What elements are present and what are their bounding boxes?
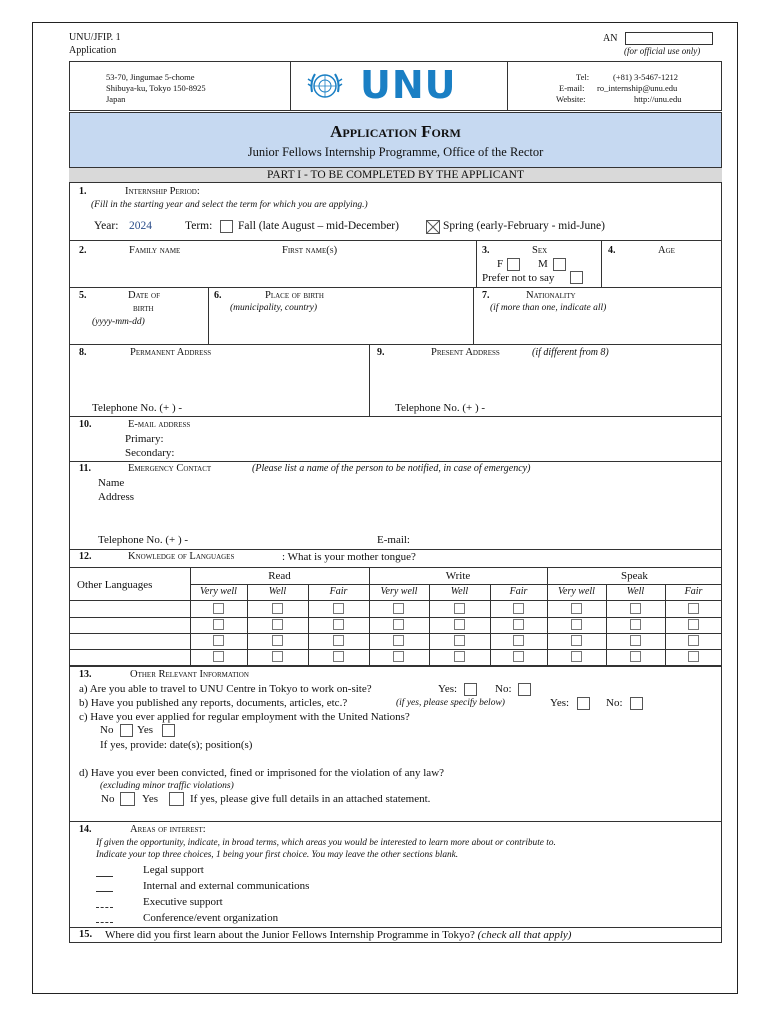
other-language-input-3[interactable] xyxy=(70,634,189,648)
s4-num: 4. xyxy=(608,245,616,256)
question-a-yes-label: Yes: xyxy=(438,683,458,695)
language-level-checkbox[interactable] xyxy=(213,651,224,662)
s3-num: 3. xyxy=(482,245,490,256)
languages-label: Knowledge of Languages xyxy=(128,551,235,562)
un-emblem-icon xyxy=(307,68,343,104)
language-level-checkbox[interactable] xyxy=(688,651,699,662)
question-b: b) Have you published any reports, documents, articles, etc.? xyxy=(79,697,348,709)
language-level-checkbox[interactable] xyxy=(571,635,582,646)
question-a-yes-checkbox[interactable] xyxy=(464,683,477,696)
level-header-speak-1: Very well xyxy=(558,586,595,597)
language-level-checkbox[interactable] xyxy=(688,603,699,614)
fall-label: Fall (late August – mid-December) xyxy=(238,220,399,232)
language-level-checkbox[interactable] xyxy=(688,619,699,630)
area-item-3: Executive support xyxy=(143,896,223,908)
first-name-label: First name(s) xyxy=(282,245,338,256)
fall-checkbox[interactable] xyxy=(220,220,233,233)
level-header-speak-3: Fair xyxy=(684,586,703,597)
question-d-no-checkbox[interactable] xyxy=(120,792,135,806)
email-address-label: E-mail address xyxy=(128,419,191,430)
language-level-checkbox[interactable] xyxy=(213,619,224,630)
official-use-note: (for official use only) xyxy=(624,46,701,56)
language-level-checkbox[interactable] xyxy=(393,603,404,614)
read-header: Read xyxy=(268,570,291,582)
question-c: c) Have you ever applied for regular employment with the United Nations? xyxy=(79,711,410,723)
emergency-address-label: Address xyxy=(98,491,135,503)
question-b-yes-checkbox[interactable] xyxy=(577,697,590,710)
s2-num: 2. xyxy=(79,245,87,256)
nationality-note: (if more than one, indicate all) xyxy=(490,303,607,313)
present-telephone: Telephone No. (+ ) - xyxy=(395,402,486,414)
s15-text: Where did you first learn about the Junior Fellows Internship Programme in Tokyo? xyxy=(105,929,475,941)
question-a-no-label: No: xyxy=(495,683,512,695)
level-header-read-1: Very well xyxy=(200,586,237,597)
year-input[interactable]: 2024 xyxy=(129,220,152,232)
question-b-yes-label: Yes: xyxy=(550,697,570,709)
question-c-no-checkbox[interactable] xyxy=(120,724,133,737)
question-d-note: (excluding minor traffic violations) xyxy=(100,781,234,791)
term-label: Term: xyxy=(185,220,213,232)
language-level-checkbox[interactable] xyxy=(513,603,524,614)
language-level-checkbox[interactable] xyxy=(454,651,465,662)
emergency-contact-label: Emergency Contact xyxy=(128,463,212,474)
language-level-checkbox[interactable] xyxy=(393,619,404,630)
s9-num: 9. xyxy=(377,347,385,358)
emergency-telephone: Telephone No. (+ ) - xyxy=(98,534,189,546)
language-level-checkbox[interactable] xyxy=(333,651,344,662)
address-line1: 53-70, Jingumae 5-chome xyxy=(106,72,195,82)
sex-m-label: M xyxy=(538,258,548,270)
permanent-address-label: Permanent Address xyxy=(130,347,212,358)
language-level-checkbox[interactable] xyxy=(272,603,283,614)
mother-tongue-question: : What is your mother tongue? xyxy=(282,551,416,563)
email-primary-label: Primary: xyxy=(125,433,164,445)
spring-checkbox[interactable] xyxy=(426,220,440,234)
question-d: d) Have you ever been convicted, fined or imprisoned for the violation of any law? xyxy=(79,767,445,779)
other-info-label: Other Relevant Information xyxy=(130,669,249,680)
language-level-checkbox[interactable] xyxy=(213,603,224,614)
year-label: Year: xyxy=(94,220,119,232)
area-item-1: Legal support xyxy=(143,864,204,876)
language-level-checkbox[interactable] xyxy=(571,603,582,614)
prefer-not-label: Prefer not to say xyxy=(482,272,555,284)
prefer-not-checkbox[interactable] xyxy=(570,271,583,284)
language-level-checkbox[interactable] xyxy=(688,635,699,646)
question-b-no-checkbox[interactable] xyxy=(630,697,643,710)
language-level-checkbox[interactable] xyxy=(393,651,404,662)
question-d-follow: If yes, please give full details in an attached statement. xyxy=(190,793,431,805)
s7-num: 7. xyxy=(482,290,490,301)
form-type: Application xyxy=(69,45,117,56)
address-line2: Shibuya-ku, Tokyo 150-8925 xyxy=(106,83,206,93)
language-level-checkbox[interactable] xyxy=(630,619,641,630)
permanent-telephone: Telephone No. (+ ) - xyxy=(92,402,183,414)
language-level-checkbox[interactable] xyxy=(630,651,641,662)
tel-value: (+81) 3-5467-1212 xyxy=(613,72,678,82)
language-level-checkbox[interactable] xyxy=(272,619,283,630)
sex-f-checkbox[interactable] xyxy=(507,258,520,271)
level-header-read-3: Fair xyxy=(329,586,348,597)
area-item-2: Internal and external communications xyxy=(143,880,310,892)
email-label: E-mail: xyxy=(559,83,585,93)
level-header-read-2: Well xyxy=(268,586,287,597)
s8-num: 8. xyxy=(79,347,87,358)
language-level-checkbox[interactable] xyxy=(571,651,582,662)
language-level-checkbox[interactable] xyxy=(454,603,465,614)
question-c-yes-label: Yes xyxy=(137,724,154,736)
grid-row-line xyxy=(69,600,722,601)
language-level-checkbox[interactable] xyxy=(630,603,641,614)
s1-note: (Fill in the starting year and select the term for which you are applying.) xyxy=(91,200,368,210)
dob-format: (yyyy-mm-dd) xyxy=(92,317,145,327)
language-level-checkbox[interactable] xyxy=(393,635,404,646)
s12-num: 12. xyxy=(79,551,92,562)
page-subtitle: Junior Fellows Internship Programme, Office of the Rector xyxy=(247,145,544,159)
level-header-write-3: Fair xyxy=(509,586,528,597)
rank-input-2[interactable] xyxy=(96,891,113,892)
level-header-speak-2: Well xyxy=(626,586,645,597)
s1-num: 1. xyxy=(79,186,87,197)
emergency-contact-note: (Please list a name of the person to be notified, in case of emergency) xyxy=(252,463,531,474)
s15-num: 15. xyxy=(79,929,93,940)
part1-label: PART I - TO BE COMPLETED BY THE APPLICANT xyxy=(266,169,525,181)
s15-question xyxy=(105,929,571,941)
question-c-yes-checkbox[interactable] xyxy=(162,724,175,737)
language-level-checkbox[interactable] xyxy=(454,635,465,646)
question-b-no-label: No: xyxy=(606,697,623,709)
s10-num: 10. xyxy=(79,419,92,430)
language-level-checkbox[interactable] xyxy=(513,651,524,662)
rank-input-1[interactable] xyxy=(96,876,113,877)
dob-label-2: birth xyxy=(133,303,154,314)
area-item-4: Conference/event organization xyxy=(143,912,279,924)
spring-label: Spring (early-February - mid-June) xyxy=(443,220,605,232)
pob-label: Place of birth xyxy=(265,290,324,301)
an-label: AN xyxy=(603,33,618,44)
question-a-no-checkbox[interactable] xyxy=(518,683,531,696)
present-address-note: (if different from 8) xyxy=(532,347,609,358)
language-level-checkbox[interactable] xyxy=(571,619,582,630)
speak-header: Speak xyxy=(621,570,648,582)
language-level-checkbox[interactable] xyxy=(630,635,641,646)
areas-note-2: Indicate your top three choices, 1 being your first choice. You may leave the other sections blank. xyxy=(96,850,459,860)
nationality-label: Nationality xyxy=(526,290,576,301)
sex-m-checkbox[interactable] xyxy=(553,258,566,271)
language-level-checkbox[interactable] xyxy=(333,635,344,646)
email-secondary-label: Secondary: xyxy=(125,447,175,459)
language-level-checkbox[interactable] xyxy=(272,635,283,646)
level-header-write-2: Well xyxy=(450,586,469,597)
language-level-checkbox[interactable] xyxy=(213,635,224,646)
sex-f-label: F xyxy=(497,258,504,270)
other-language-input-1[interactable] xyxy=(70,602,189,616)
form-code: UNU/JFIP. 1 xyxy=(69,32,121,43)
question-c-follow: If yes, provide: date(s); position(s) xyxy=(100,739,253,751)
sex-label: Sex xyxy=(532,245,548,256)
website-value: http://unu.edu xyxy=(634,94,682,104)
language-level-checkbox[interactable] xyxy=(454,619,465,630)
s6-num: 6. xyxy=(214,290,222,301)
level-header-write-1: Very well xyxy=(380,586,418,597)
dob-label-1: Date of xyxy=(128,290,160,301)
present-address-label: Present Address xyxy=(431,347,500,358)
unu-logo-text: UNU xyxy=(360,63,457,107)
question-d-no-label: No xyxy=(101,793,115,805)
address-line3: Japan xyxy=(106,94,126,104)
page-title: Application Form xyxy=(330,122,461,141)
language-level-checkbox[interactable] xyxy=(513,635,524,646)
question-b-note: (if yes, please specify below) xyxy=(396,698,505,708)
s11-num: 11. xyxy=(79,463,91,474)
other-languages-label: Other Languages xyxy=(77,579,153,591)
s1-label: Internship Period: xyxy=(125,186,200,197)
rank-input-3[interactable] xyxy=(96,907,113,908)
areas-interest-label: Areas of interest: xyxy=(130,824,206,835)
age-label: Age xyxy=(658,245,675,256)
s14-num: 14. xyxy=(79,824,92,835)
pob-note: (municipality, country) xyxy=(230,303,318,313)
emergency-name-label: Name xyxy=(98,477,125,489)
write-header: Write xyxy=(445,570,471,582)
family-name-label: Family name xyxy=(129,245,181,256)
rank-input-4[interactable] xyxy=(96,922,113,923)
question-c-no-label: No xyxy=(100,724,114,736)
s5-num: 5. xyxy=(79,290,87,301)
question-d-yes-checkbox[interactable] xyxy=(169,792,184,806)
language-level-checkbox[interactable] xyxy=(333,603,344,614)
language-level-checkbox[interactable] xyxy=(272,651,283,662)
areas-note-1: If given the opportunity, indicate, in broad terms, which areas you would be interested to learn more about or contribute to. xyxy=(96,838,556,848)
language-level-checkbox[interactable] xyxy=(513,619,524,630)
website-label: Website: xyxy=(556,94,586,104)
question-a: a) Are you able to travel to UNU Centre in Tokyo to work on-site? xyxy=(79,683,372,695)
s15-note: (check all that apply) xyxy=(477,929,572,941)
s13-num: 13. xyxy=(79,669,92,680)
tel-label: Tel: xyxy=(576,72,590,82)
other-language-input-2[interactable] xyxy=(70,618,189,632)
emergency-email-label: E-mail: xyxy=(377,534,410,546)
email-value: ro_internship@unu.edu xyxy=(597,83,678,93)
question-d-yes-label: Yes xyxy=(142,793,159,805)
other-language-input-4[interactable] xyxy=(70,650,189,664)
an-input[interactable] xyxy=(625,32,713,45)
language-level-checkbox[interactable] xyxy=(333,619,344,630)
